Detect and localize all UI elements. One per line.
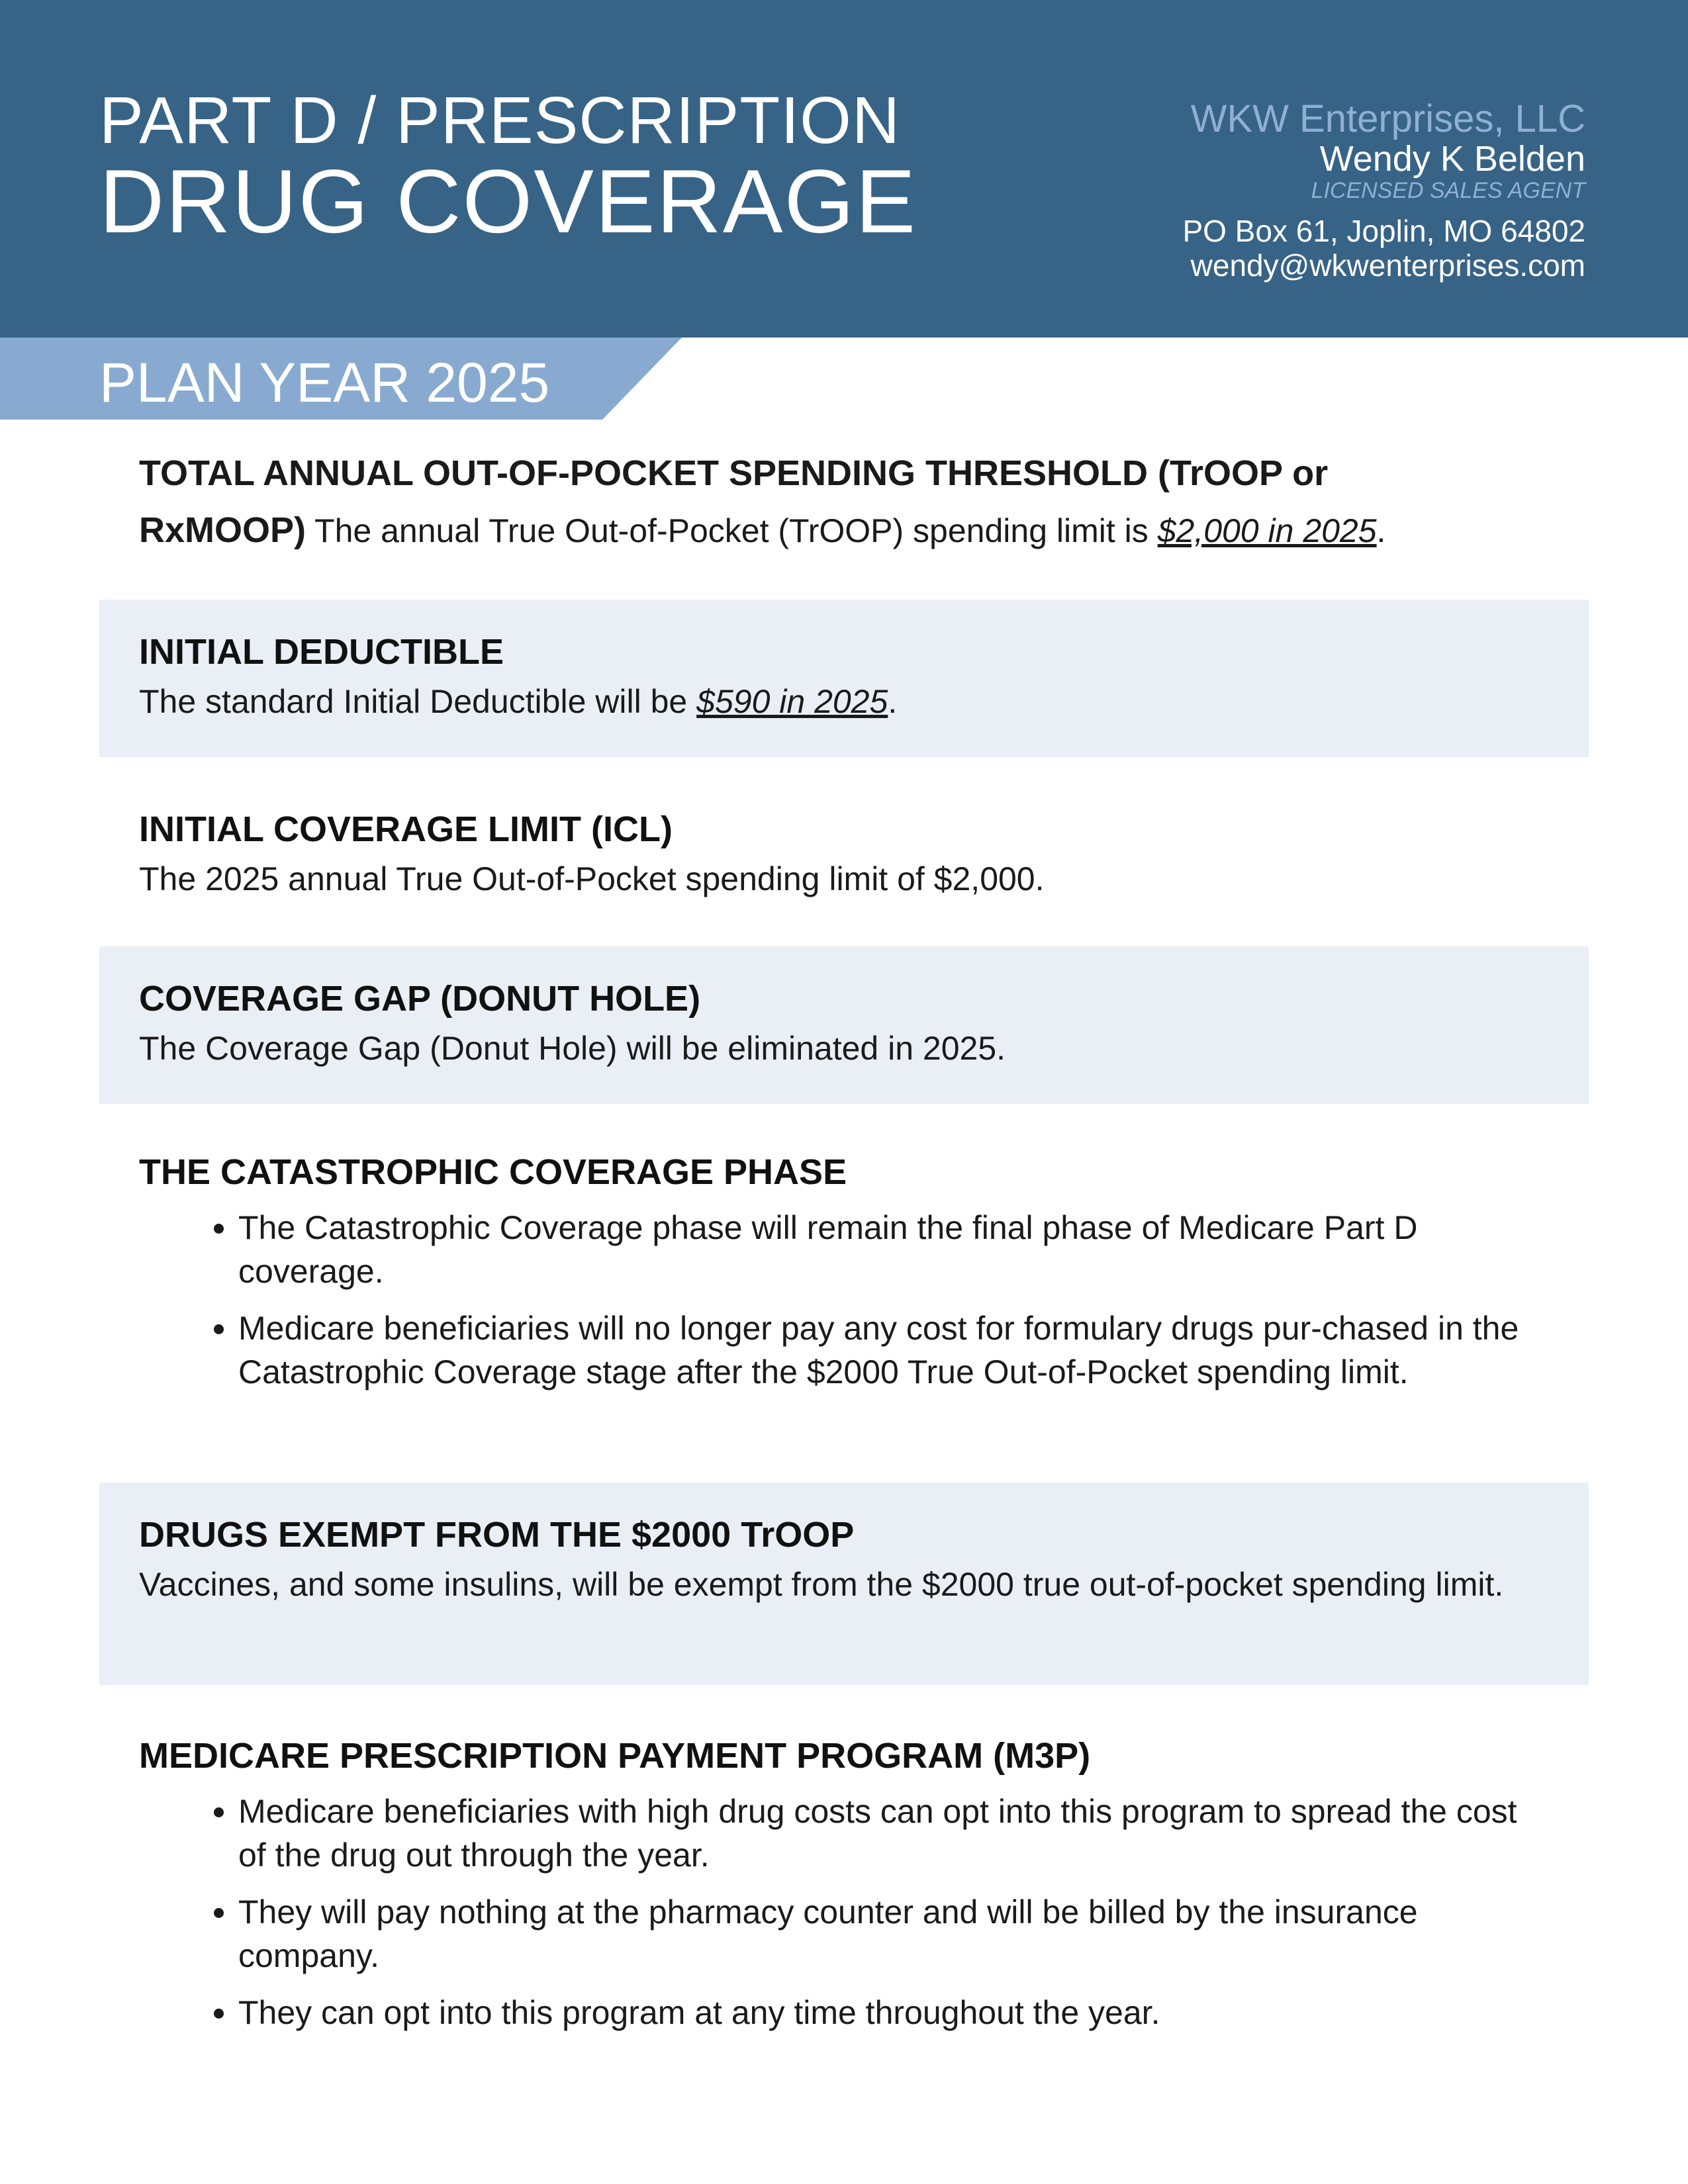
page-title-line1: PART D / PRESCRIPTION [99, 83, 901, 158]
section-icl [99, 789, 1589, 921]
exempt-heading: DRUGS EXEMPT FROM THE $2000 TrOOP [139, 1515, 855, 1555]
m3p-heading: MEDICARE PRESCRIPTION PAYMENT PROGRAM (M3P) [139, 1736, 1091, 1776]
gap-body: The Coverage Gap (Donut Hole) will be eliminated in 2025. [139, 1030, 1006, 1067]
section-m3p [99, 1715, 1589, 2086]
agent-address: PO Box 61, Joplin, MO 64802 [1182, 214, 1585, 248]
catastrophic-heading: THE CATASTROPHIC COVERAGE PHASE [139, 1152, 847, 1192]
company-name: WKW Enterprises, LLC [1190, 97, 1585, 140]
deductible-amount: $590 in 2025 [696, 683, 888, 720]
plan-year-label: PLAN YEAR 2025 [99, 351, 550, 414]
list-item: • They can opt into this program at any time throughout the year. [238, 1991, 1549, 2034]
section-catastrophic [99, 1132, 1589, 1443]
list-item: • The Catastrophic Coverage phase will remain the final phase of Medicare Part D coverage. [238, 1206, 1549, 1293]
header-banner [0, 0, 1688, 338]
section-deductible [99, 600, 1589, 757]
troop-heading-cont: RxMOOP) [139, 510, 306, 550]
agent-name: Wendy K Belden [1319, 139, 1585, 179]
exempt-body: Vaccines, and some insulins, will be exempt from the $2000 true out-of-pocket spending limit. [139, 1566, 1504, 1603]
deductible-heading: INITIAL DEDUCTIBLE [139, 632, 504, 672]
troop-amount: $2,000 in 2025 [1157, 512, 1377, 549]
icl-body: The 2025 annual True Out-of-Pocket spending limit of $2,000. [139, 860, 1045, 897]
icl-heading: INITIAL COVERAGE LIMIT (ICL) [139, 809, 673, 849]
deductible-body-line [139, 680, 1549, 723]
troop-heading: TOTAL ANNUAL OUT-OF-POCKET SPENDING THRESHOLD (TrOOP or [139, 453, 1329, 493]
catastrophic-list [139, 1206, 1549, 1394]
m3p-list [139, 1790, 1549, 2034]
list-item: • They will pay nothing at the pharmacy counter and will be billed by the insurance company. [238, 1890, 1549, 1978]
troop-period: . [1376, 512, 1386, 549]
deductible-body: The standard Initial Deductible will be [139, 683, 688, 720]
agent-email[interactable]: wendy@wkwenterprises.com [1190, 248, 1585, 283]
deductible-period: . [888, 683, 898, 720]
troop-body: The annual True Out-of-Pocket (TrOOP) spending limit is [314, 512, 1149, 549]
list-item: • Medicare beneficiaries will no longer pay any cost for formulary drugs pur-chased in the Catastrophic Coverage stage after the $2000 True Out-of-Pocket spending limit. [238, 1306, 1549, 1394]
agent-role: LICENSED SALES AGENT [1311, 178, 1585, 203]
agent-contact-block [1182, 98, 1585, 282]
gap-heading: COVERAGE GAP (DONUT HOLE) [139, 979, 701, 1019]
page-title-line2: DRUG COVERAGE [99, 151, 917, 251]
section-exempt-drugs [99, 1482, 1589, 1685]
section-troop [99, 445, 1589, 570]
troop-body-line [139, 502, 1549, 559]
list-item: • Medicare beneficiaries with high drug costs can opt into this program to spread the cost of the drug out through the year. [238, 1790, 1549, 1877]
section-coverage-gap [99, 946, 1589, 1104]
